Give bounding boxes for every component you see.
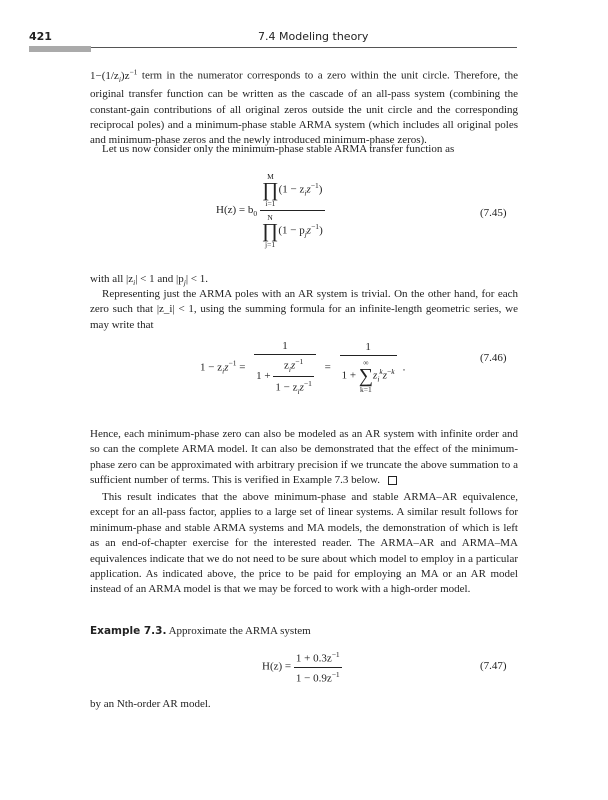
paragraph-6: This result indicates that the above minimum-phase and stable ARMA–AR equivalence, except for an all-pass factor, applies to a large set of linear systems. A similar result follows for minimum-phase and stable ARMA systems and MA models, the demonstration of which is left as an end-of-chapter exercise for the interested reader. The ARMA–AR and ARMA–MA equivalences indicate that we do not need to be sure about which model to employ in a particular application. As indicated above, the price to be paid for employing an MA or an AR model instead of an ARMA model is that we may be forced to work with a high-order model. xyxy=(90,491,518,596)
eq-747-fraction: $\frac{1 + 0.3z^{-1}}{1 - 0.9z^{-1}}$ xyxy=(295,650,340,685)
final-line: by an Nth-order AR model. xyxy=(90,698,211,710)
equation-7-45: $H(z) = b_0$ M ∏ i=1 $(1 - z_iz^{-1})$ N ∏ j=1 $(1 - p_jz^{-1})$ xyxy=(216,172,323,249)
eq-number-7-46: (7.46) xyxy=(480,352,507,364)
paragraph-4: Representing just the ARMA poles with an AR system is trivial. On the other hand, for each zero such that |z_i| < 1, using the summing formula for an infinite-length geometric series, we may write that xyxy=(90,288,518,331)
paragraph-1 xyxy=(90,64,518,149)
eq-746-frac-a: 1 1 + $\frac{z_iz^{-1}}{1 - z_iz^{-1}}$ xyxy=(254,340,316,396)
paragraph-3: with all $|z_i| < 1$ and $|p_j| < 1$. xyxy=(90,273,208,288)
paragraph-2: Let us now consider only the minimum-phase stable ARMA transfer function as xyxy=(102,143,455,155)
product-upper: M ∏ i=1 xyxy=(262,172,279,208)
paragraph-5: Hence, each minimum-phase zero can also be modeled as an AR system with infinite order and so can the complete ARMA model. It can also be demonstrated that the effect of the minimum-phase zero can be approximated with arbitrary precision if we truncate the above summation to a sufficient number of terms. This is verified in Example 7.3 below. xyxy=(90,428,518,487)
eq-746-frac-b: 1 1 + ∞ ∑ k=1 $z_i^kz^{-k}$ xyxy=(341,341,395,395)
equation-7-47: H(z) = $\frac{1 + 0.3z^{-1}}{1 - 0.9z^{-1}}$ xyxy=(262,650,340,685)
equation-7-46: $1 - z_iz^{-1}$ = 1 1 + $\frac{z_iz^{-1}}{1 - z_iz^{-1}}$ = 1 1 + ∞ ∑ k=1 $z_i^kz^{-k}$ . xyxy=(200,340,406,396)
page-number: 421 xyxy=(29,30,52,43)
example-label: Example 7.3. xyxy=(90,625,167,637)
eq-number-7-45: (7.45) xyxy=(480,207,507,219)
summation: ∞ ∑ k=1 xyxy=(358,358,374,395)
eq-745-lhs: H(z) = b xyxy=(216,204,254,217)
eq-746-inner-frac: $\frac{z_iz^{-1}}{1 - z_iz^{-1}}$ xyxy=(275,357,312,396)
qed-box xyxy=(388,476,397,485)
example-7-3: Example 7.3. Approximate the ARMA system xyxy=(90,625,311,637)
running-header: 7.4 Modeling theory xyxy=(258,30,369,43)
header-bar xyxy=(29,46,91,52)
eq-745-fraction: M ∏ i=1 $(1 - z_iz^{-1})$ N ∏ j=1 $(1 - p_jz^{-1})$ xyxy=(261,172,323,249)
lead-math: $1-(1/z_i)z^{-1}$ xyxy=(90,67,138,84)
product-lower: N ∏ j=1 xyxy=(261,213,279,249)
header-rule xyxy=(29,47,517,48)
eq-number-7-47: (7.47) xyxy=(480,660,507,672)
paragraph-1-text: term in the numerator corresponds to a zero within the unit circle. Therefore, the original transfer function can be written as the cascade of an all-pass system (combining the constant-gain contributions of all original zeros outside the unit circle and the corresponding reciprocal poles) and a minimum-phase stable ARMA system (which includes all original poles and minimum-phase zeros and the newly introduced minimum-phase zeros). xyxy=(90,69,518,147)
